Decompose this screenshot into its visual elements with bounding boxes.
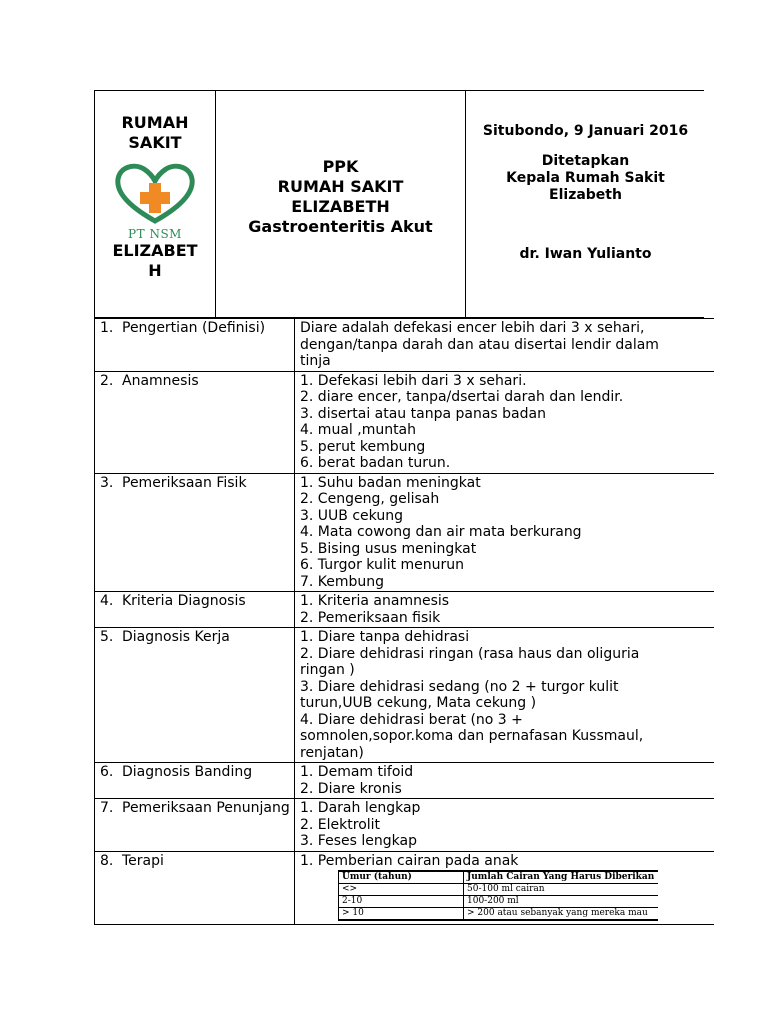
director-name: dr. Iwan Yulianto [519,246,652,262]
list-item: 2. Diare dehidrasi ringan (rasa haus dan oliguria [300,645,640,662]
logo-subtitle: PT NSM [128,227,182,241]
row-value-cell [295,763,715,799]
hospital-logo [110,159,200,229]
table-row [95,851,715,925]
row-label: Diagnosis Kerja [122,629,230,645]
list-item: 1. Pemberian cairan pada anak [300,852,519,869]
row-label-cell [95,851,295,925]
fluid-header-cell: Umur (tahun) [339,871,464,884]
row-number: 2. [100,372,114,389]
list-item: 1. Kriteria anamnesis [300,593,450,609]
list-item: 2. diare encer, tanpa/dsertai darah dan lendir. [300,389,624,405]
table-row [95,473,715,592]
approval-text: Ditetapkan Kepala Rumah Sakit Elizabeth [506,153,665,203]
fluid-cell: <> [339,884,464,896]
list-item: 1. Diare tanpa dehidrasi [300,629,470,645]
hospital-name-bottom: ELIZABETH [112,241,198,280]
fluid-cell: > 200 atau sebanyak yang mereka mau [464,908,659,921]
row-label-cell [95,799,295,852]
row-value-cell [295,628,715,763]
approval-cell [466,91,705,317]
row-number: 5. [100,629,114,645]
table-row [95,799,715,852]
list-item: 3. UUB cekung [300,507,403,524]
list-item: 2. Cengeng, gelisah [300,491,440,507]
row-label-cell [95,371,295,473]
list-item: 1. Darah lengkap [300,800,421,816]
fluid-cell: > 10 [339,908,464,921]
heart-cross-logo-icon [110,159,200,229]
table-row [95,763,715,799]
fluid-table-row [339,908,659,921]
row-label-cell [95,319,295,372]
fluid-table-row [339,896,659,908]
list-item: 3. Feses lengkap [300,833,417,849]
row-label-cell [95,628,295,763]
list-item: dengan/tanpa darah dan atau disertai lendir dalam [300,336,659,353]
row-label-cell [95,473,295,592]
row-value-cell [295,799,715,852]
fluid-header-cell: Jumlah Cairan Yang Harus Diberikan [464,871,659,884]
list-item: 3. disertai atau tanpa panas badan [300,405,546,422]
row-value-cell [295,592,715,628]
row-label: Pemeriksaan Fisik [122,474,247,491]
row-number: 8. [100,852,114,869]
list-item: 5. Bising usus meningkat [300,540,477,557]
fluid-cell: 2-10 [339,896,464,908]
table-row [95,592,715,628]
list-item: renjatan) [300,744,364,761]
list-item: 4. Mata cowong dan air mata berkurang [300,524,582,540]
document-date: Situbondo, 9 Januari 2016 [482,123,689,139]
list-item: 2. Elektrolit [300,816,381,833]
document-header [94,90,704,318]
list-item: 1. Defekasi lebih dari 3 x sehari. [300,372,527,389]
row-value-cell [295,371,715,473]
row-value-cell [295,473,715,592]
table-row [95,319,715,372]
row-label: Anamnesis [122,372,199,389]
row-label-cell [95,763,295,799]
row-number: 3. [100,474,114,491]
row-label: Kriteria Diagnosis [122,593,246,609]
list-item: somnolen,sopor.koma dan pernafasan Kussmaul, [300,728,644,744]
row-label: Pengertian (Definisi) [122,320,266,336]
row-number: 4. [100,593,114,609]
list-item: 7. Kembung [300,573,385,590]
row-label: Diagnosis Banding [122,764,253,780]
list-item: tinja [300,353,331,369]
ppk-document [94,90,704,925]
table-row [95,371,715,473]
list-item: Diare adalah defekasi encer lebih dari 3 x sehari, [300,320,645,336]
fluid-cell: 100-200 ml [464,896,659,908]
list-item: 6. Turgor kulit menurun [300,557,465,573]
row-number: 1. [100,320,114,336]
list-item: 1. Demam tifoid [300,764,414,780]
list-item: ringan ) [300,662,355,678]
row-value-cell [295,319,715,372]
list-item: 4. mual ,muntah [300,422,417,438]
content-table [94,318,714,925]
row-label: Pemeriksaan Penunjang [122,800,290,816]
fluid-dose-table [338,870,658,921]
list-item: 5. perut kembung [300,438,426,455]
list-item: 3. Diare dehidrasi sedang (no 2 + turgor kulit [300,678,619,695]
fluid-table-row [339,884,659,896]
fluid-table-header [339,871,659,884]
row-label-cell [95,592,295,628]
table-row [95,628,715,763]
document-title-cell [216,91,466,317]
hospital-name-top: RUMAH SAKIT [121,113,189,152]
row-number: 6. [100,764,114,780]
list-item: 6. berat badan turun. [300,455,451,471]
row-label: Terapi [122,852,164,869]
list-item: 4. Diare dehidrasi berat (no 3 + [300,711,523,728]
row-number: 7. [100,800,114,816]
list-item: 2. Pemeriksaan fisik [300,609,441,626]
hospital-logo-cell [95,91,216,317]
list-item: 2. Diare kronis [300,780,402,797]
row-value-cell [295,851,715,925]
document-title: PPK RUMAH SAKIT ELIZABETH Gastroenteritis Akut [248,157,433,236]
list-item: 1. Suhu badan meningkat [300,474,481,491]
list-item: turun,UUB cekung, Mata cekung ) [300,695,537,711]
fluid-cell: 50-100 ml cairan [464,884,659,896]
